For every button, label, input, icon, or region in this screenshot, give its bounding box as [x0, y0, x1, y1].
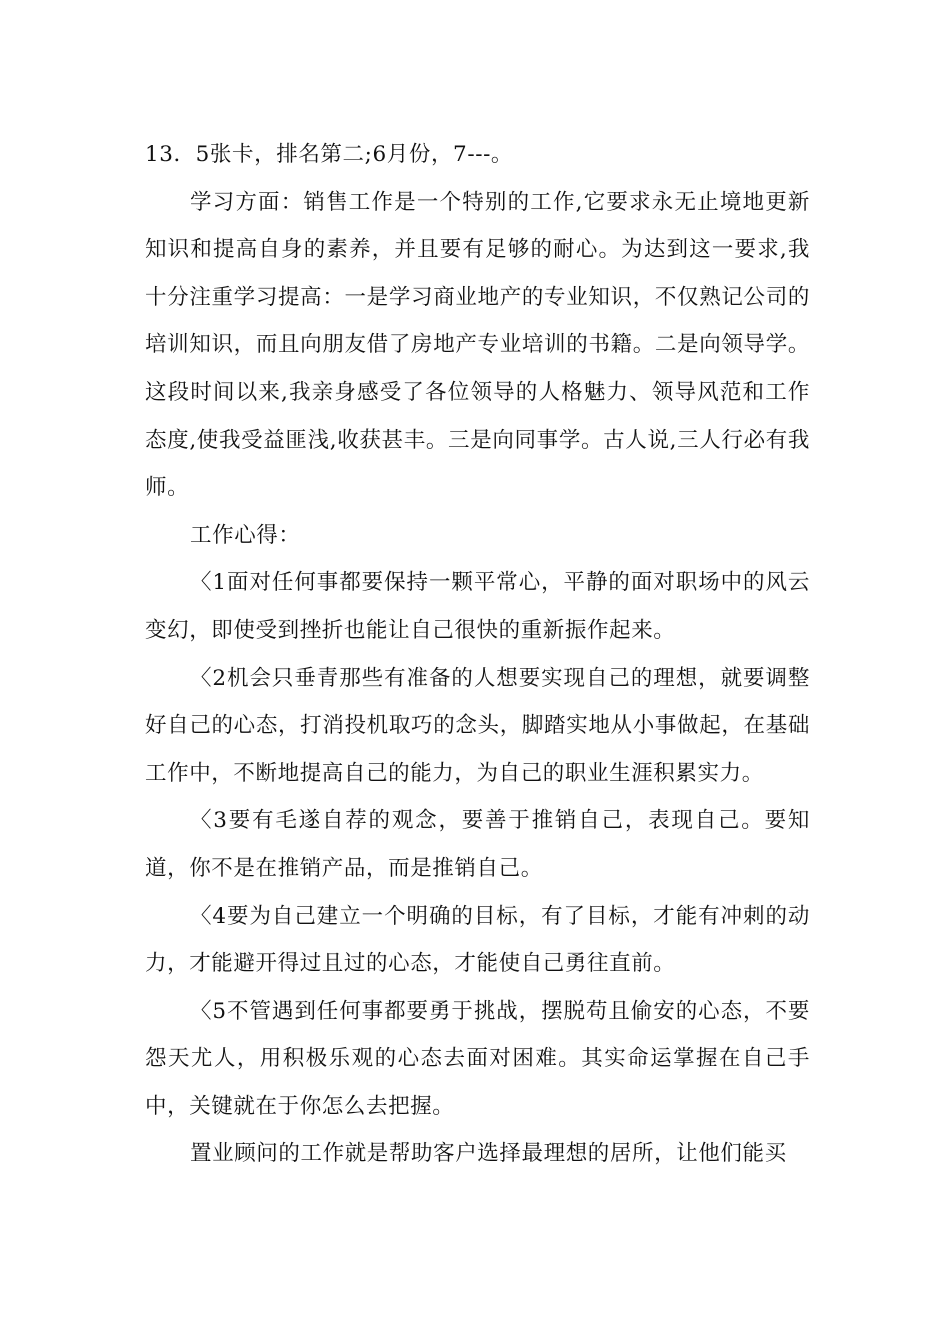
paragraph-sales-ranking: 13．5张卡，排名第二;6月份，7---。 — [145, 142, 514, 167]
paragraph-consultant-role: 置业顾问的工作就是帮助客户选择最理想的居所，让他们能买 — [190, 1141, 787, 1167]
paragraph-learning: 学习方面：销售工作是一个特别的工作,它要求永无止境地更新知识和提高自身的素养，并且要有足够的耐心。为达到这一要求,我十分注重学习提高：一是学习商业地产的专业知识，不仅熟记公司的培训知识，而且向朋友借了房地产专业培训的书籍。二是向领导学。这段时间以来,我亲身感受了各位领导的人格魅力、领导风范和工作态度,使我受益匪浅,收获甚丰。三是向同事学。古人说,三人行必有我师。 — [145, 189, 810, 501]
paragraph-insight-2: 〈2机会只垂青那些有准备的人想要实现自己的理想，就要调整好自己的心态，打消投机取巧的念头，脚踏实地从小事做起，在基础工作中，不断地提高自己的能力，为自己的职业生涯积累实力。 — [145, 665, 810, 786]
paragraph-insight-1: 〈1面对任何事都要保持一颗平常心，平静的面对职场中的风云变幻，即使受到挫折也能让自己很快的重新振作起来。 — [145, 570, 810, 643]
paragraph-insight-5: 〈5不管遇到任何事都要勇于挑战，摆脱苟且偷安的心态，不要怨天尤人，用积极乐观的心态去面对困难。其实命运掌握在自己手中，关键就在于你怎么去把握。 — [145, 998, 810, 1119]
document-body — [145, 131, 810, 1178]
paragraph-insight-4: 〈4要为自己建立一个明确的目标，有了目标，才能有冲刺的动力，才能避开得过且过的心态，才能使自己勇往直前。 — [145, 903, 810, 977]
paragraph-insight-3: 〈3要有毛遂自荐的观念，要善于推销自己，表现自己。要知道，你不是在推销产品，而是推销自己。 — [145, 808, 810, 881]
paragraph-work-insights-heading: 工作心得： — [190, 522, 301, 548]
